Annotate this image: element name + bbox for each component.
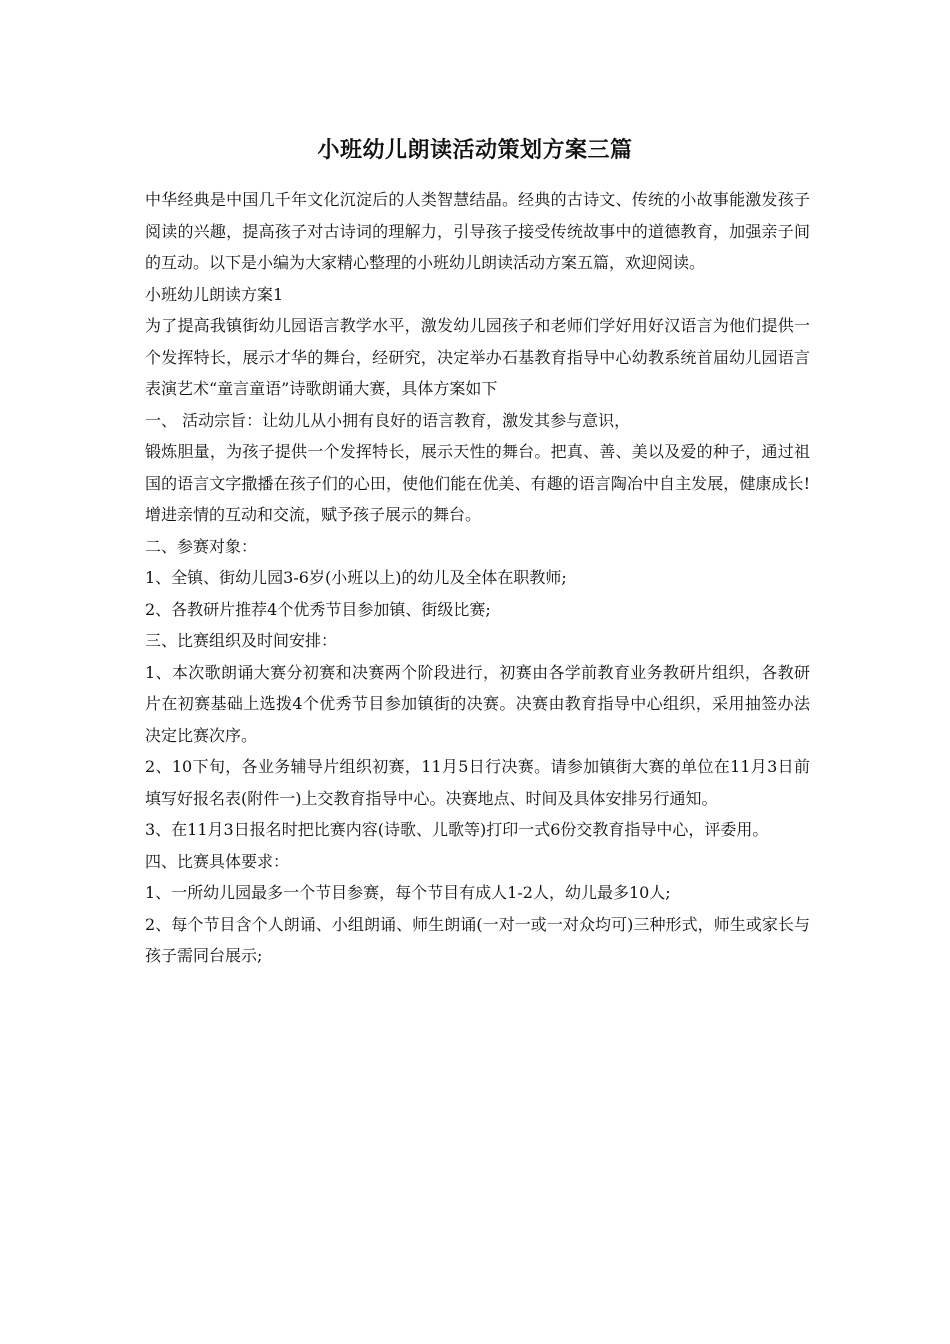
list-item: 1、本次歌朗诵大赛分初赛和决赛两个阶段进行，初赛由各学前教育业务教研片组织，各教研片在初赛基础上选拨4个优秀节目参加镇街的决赛。决赛由教育指导中心组织，采用抽签办法决定比赛次序。 xyxy=(145,662,810,745)
section-heading: 一、 活动宗旨：让幼儿从小拥有良好的语言教育，激发其参与意识， xyxy=(145,410,631,430)
document-title: 小班幼儿朗读活动策划方案三篇 xyxy=(317,137,633,163)
body-paragraph: 为了提高我镇街幼儿园语言教学水平，激发幼儿园孩子和老师们学好用好汉语言为他们提供一个发挥特长，展示才华的舞台，经研究，决定举办石基教育指导中心幼教系统首届幼儿园语言表演艺术“童言童语”诗歌朗诵大赛，具体方案如下 xyxy=(145,316,810,398)
list-item: 3、在11月3日报名时把比赛内容(诗歌、儿歌等)打印一式6份交教育指导中心，评委用。 xyxy=(145,820,769,839)
list-item: 1、一所幼儿园最多一个节目参赛，每个节目有成人1-2人，幼儿最多10人; xyxy=(145,883,671,902)
list-item: 2、各教研片推荐4个优秀节目参加镇、街级比赛; xyxy=(145,599,491,619)
body-paragraph: 锻炼胆量，为孩子提供一个发挥特长，展示天性的舞台。把真、善、美以及爱的种子，通过祖国的语言文字撒播在孩子们的心田，使他们能在优美、有趣的语言陶冶中自主发展，健康成长!增进亲情的互动和交流，赋予孩子展示的舞台。 xyxy=(145,442,810,524)
section-heading: 二、参赛对象： xyxy=(145,536,258,556)
section-heading: 三、比赛组织及时间安排： xyxy=(145,631,338,650)
list-item: 1、全镇、街幼儿园3-6岁(小班以上)的幼儿及全体在职教师; xyxy=(145,568,567,587)
section-heading: 小班幼儿朗读方案1 xyxy=(145,284,284,304)
list-item: 2、每个节目含个人朗诵、小组朗诵、师生朗诵(一对一或一对众均可)三种形式，师生或家长与孩子需同台展示; xyxy=(145,914,810,965)
intro-paragraph: 中华经典是中国几千年文化沉淀后的人类智慧结晶。经典的古诗文、传统的小故事能激发孩子阅读的兴趣，提高孩子对古诗词的理解力，引导孩子接受传统故事中的道德教育，加强亲子间的互动。以下是小编为大家精心整理的小班幼儿朗读活动方案五篇，欢迎阅读。 xyxy=(145,190,810,272)
document-body xyxy=(145,184,810,972)
section-heading: 四、比赛具体要求： xyxy=(145,851,290,871)
list-item: 2、10下旬，各业务辅导片组织初赛，11月5日行决赛。请参加镇街大赛的单位在11月3日前填写好报名表(附件一)上交教育指导中心。决赛地点、时间及具体安排另行通知。 xyxy=(145,757,810,808)
